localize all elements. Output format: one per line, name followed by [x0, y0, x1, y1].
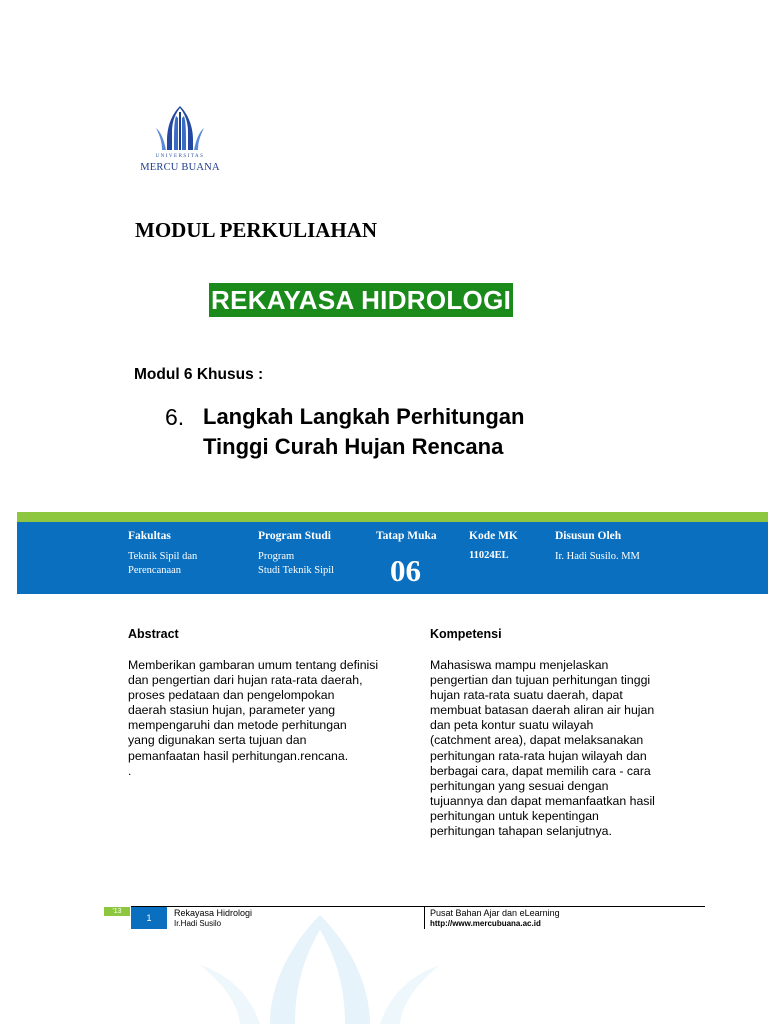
program-studi-label: Program Studi	[258, 530, 331, 542]
kompetensi-line: perhitungan yang sesuai dengan	[430, 778, 609, 793]
kompetensi-line: membuat batasan daerah aliran air hujan	[430, 703, 655, 718]
fakultas-line2: Perencanaan	[128, 565, 182, 576]
program-studi-value	[258, 550, 334, 578]
footer-url[interactable]: http://www.mercubuana.ac.id	[430, 919, 541, 928]
abstract-line: yang digunakan serta tujuan dan	[128, 733, 307, 748]
disusun-oleh-label: Disusun Oleh	[555, 530, 622, 542]
accent-bar	[17, 512, 768, 522]
disusun-oleh-value: Ir. Hadi Susilo. MM	[555, 551, 640, 562]
kompetensi-line: perhitungan rata-rata hujan wilayah dan	[430, 748, 647, 763]
abstract-line: Memberikan gambaran umum tentang definisi	[128, 658, 379, 672]
kompetensi-heading: Kompetensi	[430, 627, 502, 641]
program-studi-line1: Program	[258, 551, 295, 562]
footer-separator	[424, 907, 425, 929]
mercu-buana-emblem-icon	[134, 102, 226, 154]
tatap-muka-value: 06	[390, 553, 421, 588]
kompetensi-line: dan peta kontur suatu wilayah	[430, 718, 594, 733]
footer-year: '13	[104, 907, 130, 916]
topic-title-line2: Tinggi Curah Hujan Rencana	[203, 434, 504, 459]
footer-rule	[131, 906, 705, 907]
topic-title-line1: Langkah Langkah Perhitungan	[203, 404, 525, 429]
tatap-muka-label: Tatap Muka	[376, 530, 437, 542]
abstract-text	[128, 658, 416, 779]
kompetensi-text	[430, 658, 694, 839]
footer-course: Rekayasa Hidrologi	[174, 908, 253, 918]
kode-mk-value: 11024EL	[469, 550, 509, 561]
abstract-line: daerah stasiun hujan, parameter yang	[128, 703, 336, 718]
program-studi-line2: Studi Teknik Sipil	[258, 565, 335, 576]
fakultas-line1: Teknik Sipil dan	[128, 551, 198, 562]
kompetensi-line: Mahasiswa mampu menjelaskan	[430, 658, 609, 672]
kode-mk-label: Kode MK	[469, 530, 518, 542]
kompetensi-line: berbagai cara, dapat memilih cara - cara	[430, 763, 651, 778]
kompetensi-line: perhitungan tahapan selanjutnya.	[430, 824, 612, 839]
abstract-line: proses pedataan dan pengelompokan	[128, 688, 335, 703]
page-number: 1	[131, 907, 167, 929]
kompetensi-line: tujuannya dan dapat memanfaatkan hasil	[430, 793, 655, 808]
topic-number: 6.	[165, 404, 185, 430]
course-banner: REKAYASA HIDROLOGI	[211, 285, 512, 315]
university-label: UNIVERSITAS	[155, 154, 205, 159]
footer-author: Ir.Hadi Susilo	[174, 919, 222, 928]
kompetensi-line: pengertian dan tujuan perhitungan tinggi	[430, 673, 651, 688]
fakultas-label: Fakultas	[128, 530, 171, 542]
abstract-trailing: .	[128, 763, 132, 778]
brand-name: MERCU BUANA	[140, 162, 220, 173]
university-logo	[134, 102, 226, 178]
abstract-line: mempengaruhi dan metode perhitungan	[128, 718, 347, 733]
kompetensi-line: perhitungan untuk kepentingan	[430, 808, 599, 823]
modul-title: MODUL PERKULIAHAN	[135, 218, 378, 242]
abstract-line: dan pengertian dari hujan rata-rata daerah,	[128, 673, 363, 688]
modul-subtitle: Modul 6 Khusus :	[134, 366, 264, 383]
abstract-heading: Abstract	[128, 627, 179, 641]
abstract-line: pemanfaatan hasil perhitungan.rencana.	[128, 748, 349, 763]
kompetensi-line: hujan rata-rata suatu daerah, dapat	[430, 688, 623, 703]
footer-center: Pusat Bahan Ajar dan eLearning	[430, 908, 560, 918]
kompetensi-line: (catchment area), dapat melaksanakan	[430, 733, 644, 748]
fakultas-value	[128, 550, 197, 578]
